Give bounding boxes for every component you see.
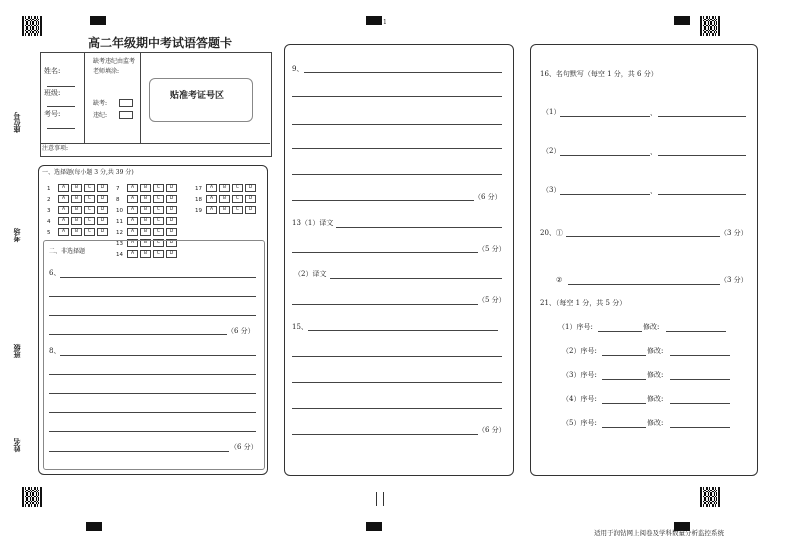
mc-question-row: [47, 184, 110, 192]
mc-option-bubble[interactable]: B: [140, 195, 151, 203]
mc-option-bubble[interactable]: B: [140, 184, 151, 192]
mc-option-bubble[interactable]: B: [71, 217, 82, 225]
q16-sep: 、: [650, 109, 657, 117]
q8-label: 8、: [49, 347, 61, 355]
mc-option-bubble[interactable]: B: [219, 184, 230, 192]
mc-option-bubble[interactable]: A: [127, 239, 138, 247]
mc-option-bubble[interactable]: C: [153, 217, 164, 225]
q16-item-2: （2）: [542, 147, 561, 155]
mc-option-bubble[interactable]: B: [140, 228, 151, 236]
q21-heading: 21、（每空 1 分，共 5 分）: [540, 299, 627, 307]
q9-line[interactable]: [304, 72, 502, 73]
q9-label: 9、: [292, 65, 304, 73]
q6-score: （6 分）: [227, 327, 255, 335]
alignment-mark: [674, 16, 690, 25]
mc-question-number: 11: [116, 218, 123, 225]
mc-question-number: 7: [116, 185, 120, 192]
mc-option-bubble[interactable]: D: [245, 206, 256, 214]
mc-option-bubble[interactable]: A: [58, 184, 69, 192]
choice-heading: 一、选择题(每小题 3 分,共 39 分): [42, 169, 134, 176]
mc-option-bubble[interactable]: C: [153, 184, 164, 192]
q21-item-label: （2）序号:: [562, 347, 597, 355]
mc-option-bubble[interactable]: D: [97, 184, 108, 192]
mc-option-bubble[interactable]: C: [153, 250, 164, 258]
bottom-center-mark: [376, 492, 384, 506]
q20-2-label: ②: [556, 276, 563, 284]
q16-sep: 、: [650, 187, 657, 195]
class-label: 班级:: [44, 89, 61, 97]
mc-question-number: 10: [116, 207, 123, 214]
q21-number-blank[interactable]: [598, 331, 642, 332]
mc-option-bubble[interactable]: D: [166, 184, 177, 192]
q9-line[interactable]: [292, 124, 502, 125]
q21-fix-label: 修改:: [647, 347, 664, 355]
name-label: 姓名:: [44, 67, 61, 75]
info-divider-1: [84, 52, 85, 143]
mc-option-bubble[interactable]: B: [71, 184, 82, 192]
examno-field[interactable]: [47, 128, 75, 129]
q20-2-line[interactable]: [568, 284, 720, 285]
footer-text: 适用于润钻网上阅卷及学科数量分析监控系统: [594, 529, 724, 537]
q15-score: （6 分）: [478, 426, 506, 434]
q21-fix-label: 修改:: [647, 419, 664, 427]
mc-option-bubble[interactable]: C: [153, 239, 164, 247]
mc-option-bubble[interactable]: D: [97, 195, 108, 203]
q21-fix-blank[interactable]: [670, 379, 730, 380]
q13-2-score: （5 分）: [478, 296, 506, 304]
mc-question-row: [116, 228, 179, 236]
mc-question-number: 19: [195, 207, 202, 214]
side-label-seat: 座位号: [13, 112, 21, 133]
mc-option-bubble[interactable]: A: [127, 217, 138, 225]
q13-1-score: （5 分）: [478, 245, 506, 253]
side-label-class: 班级: [13, 344, 21, 358]
mc-option-bubble[interactable]: B: [71, 206, 82, 214]
mc-question-row: [195, 184, 258, 192]
name-field[interactable]: [47, 86, 75, 87]
mc-option-bubble[interactable]: D: [166, 250, 177, 258]
q21-fix-blank[interactable]: [670, 403, 730, 404]
absent-note: 缺考违纪由监考老师填涂:: [93, 58, 136, 75]
info-divider-2: [140, 52, 141, 143]
mc-option-bubble[interactable]: A: [127, 250, 138, 258]
page-marker: 1: [383, 19, 387, 26]
mc-option-bubble[interactable]: A: [206, 195, 217, 203]
barcode-area-label: 贴准考证号区: [170, 91, 225, 101]
mc-option-bubble[interactable]: B: [71, 195, 82, 203]
mc-option-bubble[interactable]: B: [140, 217, 151, 225]
q16-sep: 、: [650, 148, 657, 156]
right-answer-panel: [530, 44, 758, 476]
qr-code-top-right: [700, 16, 720, 36]
mc-option-bubble[interactable]: A: [127, 206, 138, 214]
q15-line[interactable]: [292, 408, 502, 409]
mc-option-bubble[interactable]: B: [140, 206, 151, 214]
mc-question-row: [195, 206, 258, 214]
mc-question-number: 13: [116, 240, 123, 247]
mc-option-bubble[interactable]: C: [84, 195, 95, 203]
mc-option-bubble[interactable]: A: [58, 206, 69, 214]
mc-option-bubble[interactable]: C: [84, 228, 95, 236]
mc-option-bubble[interactable]: A: [58, 195, 69, 203]
mc-question-row: [47, 195, 110, 203]
mc-option-bubble[interactable]: C: [232, 206, 243, 214]
mc-option-bubble[interactable]: A: [206, 184, 217, 192]
q15-line[interactable]: [292, 434, 478, 435]
page-title: 高二年级期中考试语答题卡: [88, 36, 233, 50]
mc-question-number: 8: [116, 196, 120, 203]
mc-option-bubble[interactable]: D: [166, 195, 177, 203]
q8-line[interactable]: [49, 374, 256, 375]
q9-line[interactable]: [292, 200, 474, 201]
q21-fix-label: 修改:: [643, 323, 660, 331]
nonchoice-heading: 二、非选择题: [49, 248, 86, 255]
mc-option-bubble[interactable]: A: [127, 228, 138, 236]
mc-question-row: [47, 228, 110, 236]
mc-option-bubble[interactable]: C: [84, 217, 95, 225]
qr-code-top-left: [22, 16, 42, 36]
side-label-room: 考场: [13, 228, 21, 242]
q8-line[interactable]: [60, 355, 256, 356]
q20-label: 20、①: [540, 229, 563, 237]
q15-line[interactable]: [292, 356, 502, 357]
q21-fix-label: 修改:: [647, 395, 664, 403]
alignment-mark: [86, 522, 102, 531]
alignment-mark: [366, 16, 382, 25]
violation-checkbox[interactable]: [119, 111, 133, 119]
q20-line[interactable]: [566, 236, 720, 237]
mc-question-number: 4: [47, 218, 51, 225]
q9-line[interactable]: [292, 148, 502, 149]
absent-label: 缺考:: [93, 100, 108, 107]
mc-option-bubble[interactable]: D: [166, 239, 177, 247]
alignment-mark: [90, 16, 106, 25]
q6-line[interactable]: [49, 334, 227, 335]
q6-label: 6、: [49, 269, 61, 277]
mc-question-number: 2: [47, 196, 51, 203]
side-label-name: 姓名: [13, 438, 21, 452]
examno-label: 考号:: [44, 110, 61, 118]
mc-option-bubble[interactable]: D: [97, 206, 108, 214]
mc-question-row: [116, 184, 179, 192]
mc-option-bubble[interactable]: B: [140, 250, 151, 258]
mc-option-bubble[interactable]: D: [97, 217, 108, 225]
mc-option-bubble[interactable]: B: [219, 195, 230, 203]
q15-label: 15、: [292, 323, 308, 331]
class-field[interactable]: [47, 106, 75, 107]
mc-question-number: 12: [116, 229, 123, 236]
q9-line[interactable]: [292, 174, 502, 175]
q8-line[interactable]: [49, 451, 229, 452]
mc-question-number: 5: [47, 229, 51, 236]
qr-code-bottom-right: [700, 487, 720, 507]
mc-question-row: [116, 195, 179, 203]
q21-number-blank[interactable]: [602, 427, 646, 428]
q20-score-1: （3 分）: [720, 229, 748, 237]
mc-question-row: [195, 195, 258, 203]
q21-item-label: （1）序号:: [558, 323, 593, 331]
mc-option-bubble[interactable]: B: [140, 239, 151, 247]
mc-option-bubble[interactable]: D: [245, 184, 256, 192]
mc-question-number: 17: [195, 185, 202, 192]
q21-number-blank[interactable]: [602, 379, 646, 380]
q21-fix-blank[interactable]: [670, 355, 730, 356]
q8-line[interactable]: [49, 412, 256, 413]
mc-option-bubble[interactable]: A: [58, 228, 69, 236]
q21-fix-label: 修改:: [647, 371, 664, 379]
q13-2-line[interactable]: [330, 278, 502, 279]
alignment-mark: [366, 522, 382, 531]
q8-score: （6 分）: [230, 443, 258, 451]
q16-blank[interactable]: [560, 194, 650, 195]
mc-option-bubble[interactable]: C: [84, 206, 95, 214]
q15-line[interactable]: [292, 382, 502, 383]
mc-option-bubble[interactable]: C: [153, 195, 164, 203]
violation-label: 违纪:: [93, 112, 108, 119]
q13-2-label: （2）译文: [294, 270, 327, 278]
mc-question-row: [47, 206, 110, 214]
q6-line[interactable]: [49, 296, 256, 297]
mc-question-row: [116, 217, 179, 225]
q13-1-line[interactable]: [336, 227, 502, 228]
q6-line[interactable]: [60, 277, 256, 278]
q21-fix-blank[interactable]: [666, 331, 726, 332]
middle-answer-panel: [284, 44, 514, 476]
mc-question-row: [47, 217, 110, 225]
info-divider-h: [40, 143, 270, 144]
q8-line[interactable]: [49, 393, 256, 394]
q16-blank[interactable]: [560, 155, 650, 156]
q16-item-3: （3）: [542, 186, 561, 194]
q20-score-2: （3 分）: [720, 276, 748, 284]
q16-blank[interactable]: [658, 116, 746, 117]
mc-option-bubble[interactable]: A: [127, 195, 138, 203]
notes-label: 注意事项:: [42, 145, 69, 152]
q6-line[interactable]: [49, 315, 256, 316]
mc-option-bubble[interactable]: C: [232, 184, 243, 192]
q8-line[interactable]: [49, 431, 256, 432]
mc-option-bubble[interactable]: A: [206, 206, 217, 214]
mc-option-bubble[interactable]: D: [166, 217, 177, 225]
mc-option-bubble[interactable]: D: [245, 195, 256, 203]
absent-checkbox[interactable]: [119, 99, 133, 107]
mc-option-bubble[interactable]: C: [84, 184, 95, 192]
mc-option-bubble[interactable]: C: [153, 228, 164, 236]
mc-question-number: 3: [47, 207, 51, 214]
qr-code-bottom-left: [22, 487, 42, 507]
mc-question-number: 18: [195, 196, 202, 203]
q21-item-label: （4）序号:: [562, 395, 597, 403]
q16-blank[interactable]: [560, 116, 650, 117]
q13-1-line[interactable]: [292, 252, 478, 253]
mc-option-bubble[interactable]: A: [58, 217, 69, 225]
q13-2-line[interactable]: [292, 304, 478, 305]
q21-number-blank[interactable]: [602, 355, 646, 356]
q21-number-blank[interactable]: [602, 403, 646, 404]
q15-line[interactable]: [308, 330, 498, 331]
q13-1-label: 13（1）译文: [292, 219, 334, 227]
mc-option-bubble[interactable]: C: [153, 206, 164, 214]
mc-question-row: [116, 206, 179, 214]
mc-option-bubble[interactable]: D: [97, 228, 108, 236]
q16-blank[interactable]: [658, 194, 746, 195]
mc-option-bubble[interactable]: C: [232, 195, 243, 203]
q21-item-label: （3）序号:: [562, 371, 597, 379]
q16-blank[interactable]: [658, 155, 746, 156]
mc-question-number: 14: [116, 251, 123, 258]
q16-heading: 16、名句默写（每空 1 分，共 6 分）: [540, 70, 658, 78]
mc-option-bubble[interactable]: B: [71, 228, 82, 236]
q16-item-1: （1）: [542, 108, 561, 116]
q21-fix-blank[interactable]: [670, 427, 730, 428]
mc-option-bubble[interactable]: A: [127, 184, 138, 192]
mc-option-bubble[interactable]: B: [219, 206, 230, 214]
mc-option-bubble[interactable]: D: [166, 228, 177, 236]
q9-score: （6 分）: [474, 193, 502, 201]
mc-question-number: 1: [47, 185, 51, 192]
q9-line[interactable]: [292, 96, 502, 97]
mc-option-bubble[interactable]: D: [166, 206, 177, 214]
q21-item-label: （5）序号:: [562, 419, 597, 427]
